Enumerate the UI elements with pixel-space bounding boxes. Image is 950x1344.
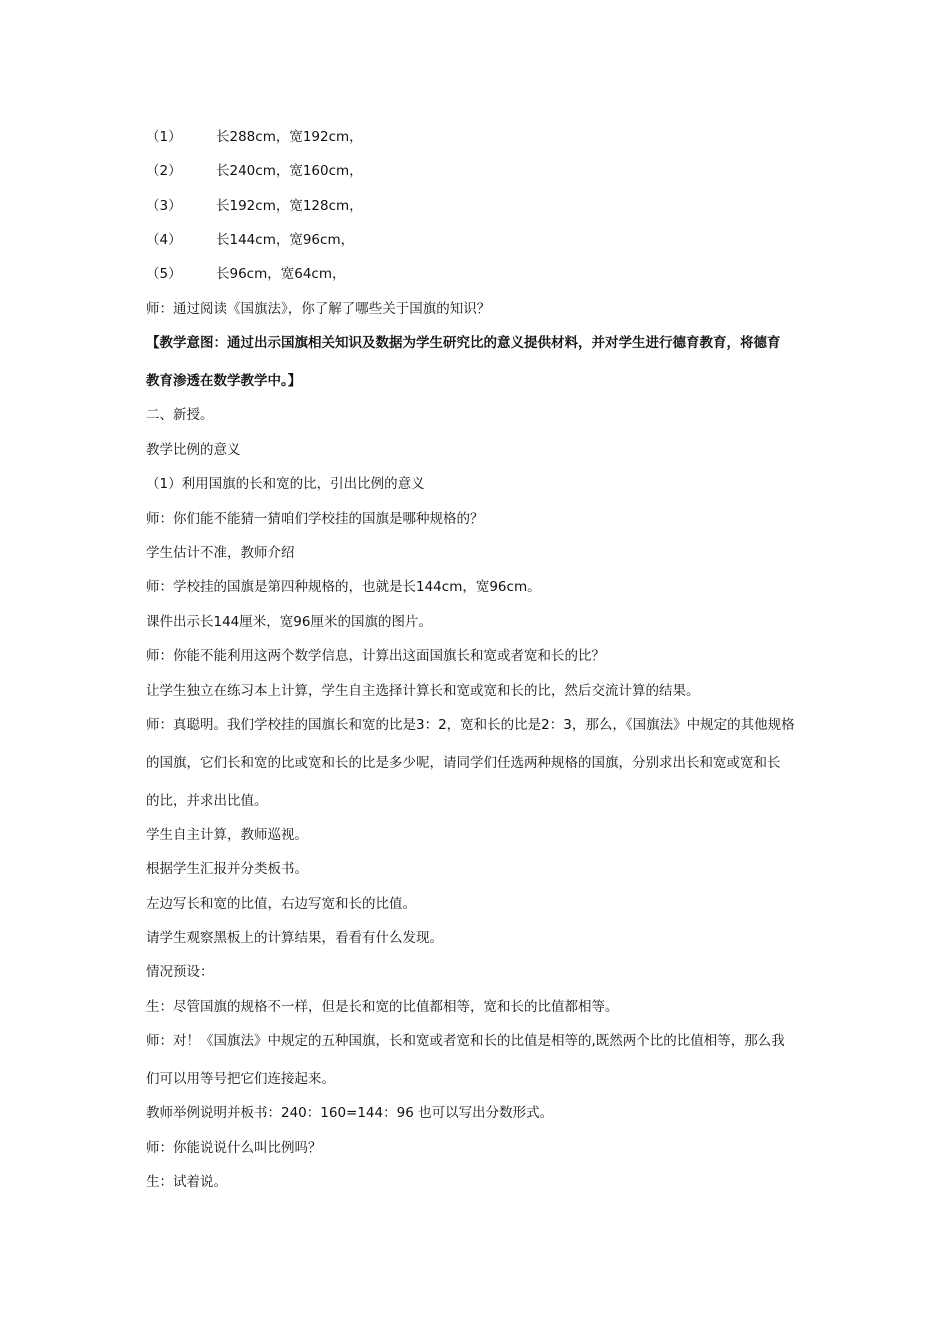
flag-size-item-1 [146, 128, 363, 146]
teaching-intent: 【教学意图：通过出示国旗相关知识及数据为学生研究比的意义提供材料，并对学生进行德育教育，将德育 [146, 335, 781, 351]
item-text: 长288cm，宽192cm， [216, 129, 363, 145]
flag-size-item-5 [146, 265, 346, 283]
flag-size-item-4 [146, 231, 354, 249]
item-text: 长192cm，宽128cm， [216, 198, 363, 214]
paragraph: 师：你们能不能猜一猜咱们学校挂的国旗是哪种规格的？ [146, 511, 484, 527]
item-number: （1） [146, 129, 182, 145]
sub-heading: 教学比例的意义 [146, 442, 241, 458]
paragraph: 师：你能说说什么叫比例吗？ [146, 1140, 322, 1156]
item-number: （5） [146, 266, 182, 282]
paragraph: 师：对！《国旗法》中规定的五种国旗，长和宽或者宽和长的比值是相等的,既然两个比的比值相等，那么我 [146, 1033, 785, 1049]
paragraph: 生：尽管国旗的规格不一样，但是长和宽的比值都相等，宽和长的比值都相等。 [146, 999, 619, 1015]
paragraph: 们可以用等号把它们连接起来。 [146, 1071, 335, 1087]
paragraph: 的比，并求出比值。 [146, 793, 268, 809]
paragraph: 左边写长和宽的比值，右边写宽和长的比值。 [146, 896, 416, 912]
paragraph: 师：通过阅读《国旗法》，你了解了哪些关于国旗的知识？ [146, 301, 491, 317]
item-text: 长144cm，宽96cm， [216, 232, 355, 248]
item-text: 长240cm，宽160cm， [216, 163, 363, 179]
paragraph: （1）利用国旗的长和宽的比，引出比例的意义 [146, 476, 425, 492]
paragraph: 师：你能不能利用这两个数学信息，计算出这面国旗长和宽或者宽和长的比？ [146, 648, 605, 664]
paragraph: 教师举例说明并板书：240：160=144：96 也可以写出分数形式。 [146, 1105, 554, 1121]
flag-size-item-2 [146, 162, 363, 180]
flag-size-item-3 [146, 197, 363, 215]
paragraph: 师：真聪明。我们学校挂的国旗长和宽的比是3：2，宽和长的比是2：3，那么，《国旗法》中规定的其他规格 [146, 717, 795, 733]
paragraph: 学生自主计算，教师巡视。 [146, 827, 308, 843]
item-number: （4） [146, 232, 182, 248]
paragraph: 根据学生汇报并分类板书。 [146, 861, 308, 877]
paragraph: 的国旗，它们长和宽的比或宽和长的比是多少呢，请同学们任选两种规格的国旗，分别求出长和宽或宽和长 [146, 755, 781, 771]
paragraph: 课件出示长144厘米，宽96厘米的国旗的图片。 [146, 614, 432, 630]
paragraph: 师：学校挂的国旗是第四种规格的，也就是长144cm，宽96cm。 [146, 579, 541, 595]
paragraph: 生：试着说。 [146, 1174, 227, 1190]
paragraph: 学生估计不准，教师介绍 [146, 545, 295, 561]
item-number: （3） [146, 198, 182, 214]
teaching-intent: 教育渗透在数学教学中。】 [146, 373, 302, 389]
paragraph: 请学生观察黑板上的计算结果，看看有什么发现。 [146, 930, 443, 946]
item-number: （2） [146, 163, 182, 179]
paragraph: 情况预设： [146, 964, 214, 980]
section-heading: 二、新授。 [146, 407, 214, 423]
paragraph: 让学生独立在练习本上计算，学生自主选择计算长和宽或宽和长的比，然后交流计算的结果。 [146, 683, 700, 699]
item-text: 长96cm，宽64cm， [216, 266, 346, 282]
